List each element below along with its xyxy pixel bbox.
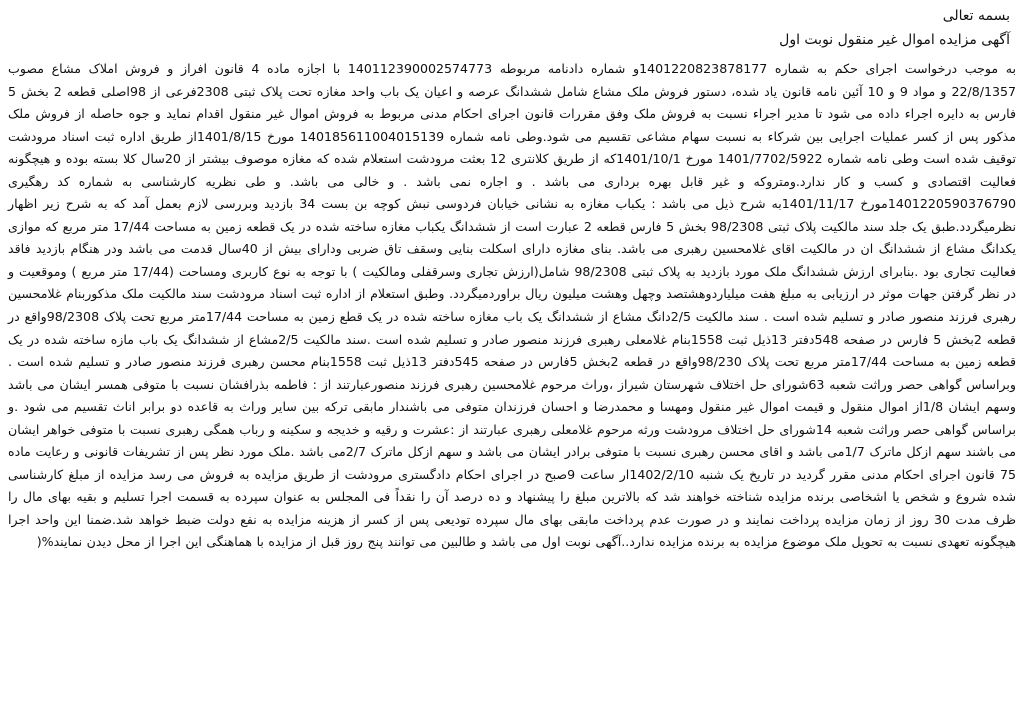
notice-title: آگهی مزایده اموال غیر منقول نوبت اول	[779, 32, 1010, 48]
basmala-heading: بسمه تعالی	[942, 8, 1010, 24]
notice-body-text: به موجب درخواست اجرای حکم به شماره 1401220823878177و شماره دادنامه مربوطه 140112390002574773 با اجازه ماده 4 قانون افراز و فروش املاک مشاع مصوب 22/8/1357 و مواد 9 و 10 آئین نامه قانون یاد شده، دستور فروش ملک مشاع شامل ششدانگ عرصه و اعیان یک باب واحد مغازه تحت پلاک ثبتی 2308فرعی از 98اصلی قطعه 2 بخش 5 فارس به دایره اجراء داده می شود تا مدیر اجراء نسبت به فروش ملک وفق مقررات قانون اجرای احکام مدنی مربوط به فروش اموال غیر منقول اقدام نماید و جوه حاصله از فروش ملک مذکور پس از کسر عملیات اجرایی بین شرکاء به نسبت سهام مشاعی تقسیم می شود.وطی نامه شماره 140185611004015139 مورخ 1401/8/15از طریق اداره ثبت اسناد مرودشت توقیف شده است وطی نامه شماره 1401/7702/5922 مورخ 1401/10/1که از طریق کلانتری 12 بعثت مرودشت استعلام شده که مغازه موصوف بیشتر از 20سال کلا بسته بوده و هیچگونه فعالیت اقتصادی و کسب و کار ندارد.ومتروکه و غیر قابل بهره برداری می باشد . و اجاره نمی باشد . و خالی می باشد. و طی نظریه کارشناسی به شماره کد رهگیری 1401220590376790مورخ 1401/11/17به شرح ذیل می باشد : یکباب مغازه به نشانی خیابان فردوسی نبش کوچه بن بست 34 بازدید وبررسی لازم بعمل آمد که به شرح زیر اظهار نظرمیگردد.طبق یک جلد سند مالکیت پلاک ثبتی 98/2308 بخش 5 فارس قطعه 2 عبارت است از ششدانگ یکباب مغازه ساخته شده در یک قطعه زمین به مساحت 17/44 متر مربع که موازی یکدانگ مشاع از ششدانگ ان در مالکیت اقای غلامحسین رهبری می باشد. بنای مغازه دارای اسکلت بنایی وسقف تاق ضربی ودارای بیش از 40سال قدمت می باشد ودر هنگام بازدید فاقد فعالیت تجاری بود .بنابرای ارزش ششدانگ ملک مورد بازدید به پلاک ثبتی 98/2308 شامل(ارزش تجاری وسرقفلی ومالکیت ) با توجه به نوع کاربری ومساحت (17/44 متر مربع ) وموقعیت و در نظر گرفتن جهات موثر در ارزیابی به مبلغ هفت میلیاردوهشتصد وچهل وهشت میلیون ریال براوردمیگردد. وطبق استعلام از اداره ثبت اسناد مرودشت سند مالکیت ملک مذکوربنام غلامحسین رهبری فرزند منصور صادر و تسلیم شده است . سند مالکیت 2/5دانگ مشاع از ششدانگ یک باب مغازه ساخته شده در یک قطع زمین به مساحت 17/44متر مربع تحت پلاک 98/2308واقع در قطعه 2بخش 5 فارس در صفحه 548دفتر 13ذیل ثبت 1558بنام غلامعلی رهبری فرزند منصور صادر و تسلیم شده است .سند مالکیت 2/5مشاع از ششدانگ یک باب مازه ساخته شده در یک قطعه زمین به مساحت 17/44متر مربع تحت پلاک 98/230واقع در قطعه 2بخش 5فارس در صفحه 545دفتر 13ذیل ثبت 1558بنام محسن رهبری فرزند منصور صادر و تسلیم شده است . وبراساس گواهی حصر وراثت شعبه 63شورای حل اختلاف شهرستان شیراز ،وراث مرحوم غلامحسین رهبری فرزند منصورعبارتند از : فاطمه بذرافشان نسبت با متوفی همسر ایشان می باشد وسهم ایشان 1/8از اموال منقول و قیمت اموال غیر منقول ومهسا و محمدرضا و احسان فرزندان متوفی می باشندار مابقی ترکه بین سایر وراث به قاعده دو برابر اناث تقسیم می شود .و براساس گواهی حصر وراثت شعبه 14شورای حل اختلاف مرودشت ورثه مرحوم غلامعلی رهبری عبارتند از :عشرت و رقیه و خدیجه و سکینه و رباب همگی رهبری نسبت با متوفی خواهر ایشان می باشند سهم ازکل ماترک 1/7می باشد و اقای محسن رهبری نسبت با متوفی برادر ایشان می باشد و سهم ازکل ماترک 2/7می باشد .ملک مورد نظر پس از تشریفات قانونی و رعایت ماده 75 قانون اجرای احکام مدنی مقرر گردید در تاریخ یک شنبه 1402/2/10ار ساعت 9صبح در اجرای احکام دادگستری مرودشت از طریق مزایده به فروش می رسد مزایده از مبلغ کارشناسی شده شروع و شخص یا اشخاصی برنده مزایده شناخته خواهند شد که بالاترین مبلغ را پیشنهاد و ده درصد آن را نقداً فی المجلس به عنوان سپرده به قسمت اجرا تسلیم و بقیه بهای مال را ظرف مدت 30 روز از زمان مزایده پرداخت نمایند و در صورت عدم پرداخت مابقی بهای مال سپرده تودیعی پس از کسر از هزینه مزایده به نفع دولت ضبط خواهد شد.ضمنا این واحد اجرا هیچگونه تعهدی نسبت به تحویل ملک موضوع مزایده به برنده مزایده ندارد..آگهی نوبت اول می باشد و طالبین می توانند پنج روز قبل از مزایده با هماهنگی این اجرا از محل دیدن نمایند%(	[8, 61, 1017, 550]
